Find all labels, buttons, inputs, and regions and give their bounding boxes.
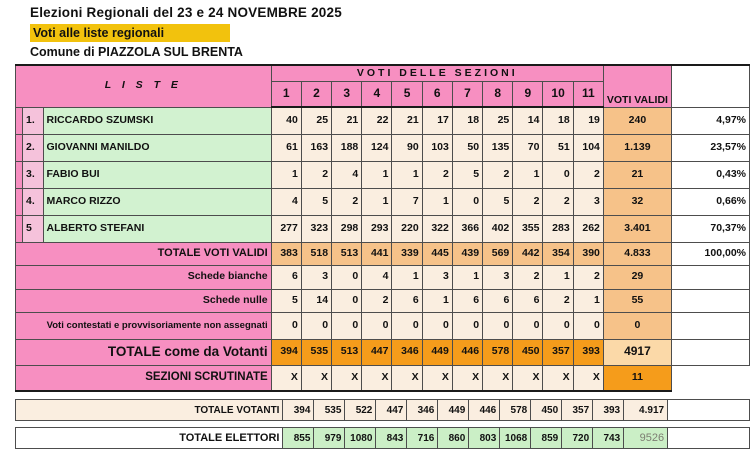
vote-cell: 442 [513,242,543,265]
vote-cell: 1 [543,265,573,289]
vote-cell: 6 [392,289,422,312]
list-row [16,215,750,242]
vote-cell: 393 [573,339,603,365]
vote-cell: 446 [452,339,482,365]
vote-cell: 569 [483,242,513,265]
vote-cell: 2 [543,188,573,215]
vote-cell: 535 [314,400,345,421]
row-label: TOTALE VOTI VALIDI [16,242,272,265]
vote-cell: 18 [543,107,573,134]
vote-cell: 5 [483,188,513,215]
vote-cell: 402 [483,215,513,242]
row-label: SEZIONI SCRUTINATE [16,365,272,391]
candidate-name: GIOVANNI MANILDO [43,134,271,161]
row-label: Schede nulle [16,289,272,312]
vote-cell: 1 [271,161,301,188]
candidate-name: RICCARDO SZUMSKI [43,107,271,134]
voti-validi-total: 3.401 [603,215,671,242]
vote-cell: X [392,365,422,391]
vote-cell: 513 [332,339,362,365]
vote-cell: 0 [332,265,362,289]
percent-column-spacer [668,400,750,421]
vote-cell: 6 [271,265,301,289]
vote-cell: 61 [271,134,301,161]
vote-cell: 447 [362,339,392,365]
vote-cell: 0 [392,312,422,339]
vote-cell: 357 [562,400,593,421]
vote-cell: X [452,365,482,391]
list-row [16,107,750,134]
vote-cell: 518 [301,242,331,265]
percent-column-spacer [668,428,750,449]
commune-title: Comune di PIAZZOLA SUL BRENTA [30,45,243,59]
vote-cell: 283 [543,215,573,242]
vote-cell: 70 [513,134,543,161]
vote-cell: 720 [562,428,593,449]
vote-cell: 135 [483,134,513,161]
row-label: Schede bianche [16,265,272,289]
vote-cell: 0 [422,312,452,339]
vote-cell: 3 [573,188,603,215]
vote-cell: 0 [271,312,301,339]
totale-elettori-label: TOTALE ELETTORI [16,428,283,449]
vote-cell: 1 [362,161,392,188]
vote-cell: 2 [332,188,362,215]
list-row [16,161,750,188]
vote-cell: 1 [362,188,392,215]
vote-cell: 0 [543,312,573,339]
page-header [0,0,750,59]
vote-cell: 449 [422,339,452,365]
vote-cell: 163 [301,134,331,161]
vote-cell: 1 [422,188,452,215]
percent-value: 70,37% [671,215,749,242]
vote-cell: 2 [513,188,543,215]
vote-cell: 0 [543,161,573,188]
vote-cell: 323 [301,215,331,242]
vote-cell: 1 [513,161,543,188]
vote-cell: 4 [271,188,301,215]
vote-cell: X [573,365,603,391]
vote-cell: 19 [573,107,603,134]
vote-cell: 298 [332,215,362,242]
vote-cell: 1 [392,161,422,188]
vote-cell: 2 [483,161,513,188]
vote-cell: 979 [314,428,345,449]
percent-value: 0,43% [671,161,749,188]
vote-cell: 18 [452,107,482,134]
vote-cell: X [543,365,573,391]
section-column-header: 4 [362,82,392,108]
vote-cell: 394 [283,400,314,421]
vote-cell: 293 [362,215,392,242]
row-total: 55 [603,289,671,312]
vote-cell: 124 [362,134,392,161]
vote-cell: 522 [345,400,376,421]
vote-cell: X [332,365,362,391]
subtitle-highlight: Voti alle liste regionali [30,24,230,42]
vote-cell: X [271,365,301,391]
vote-cell: 2 [422,161,452,188]
vote-cell: 188 [332,134,362,161]
summary-row-schede-bianche [16,265,750,289]
summary-row-totale-voti-validi [16,242,750,265]
vote-cell: 25 [301,107,331,134]
vote-cell: 0 [573,312,603,339]
section-column-header: 5 [392,82,422,108]
vote-cell: 513 [332,242,362,265]
candidate-name: ALBERTO STEFANI [43,215,271,242]
vote-cell: 2 [301,161,331,188]
vote-cell: 439 [452,242,482,265]
vote-cell: 1 [392,265,422,289]
section-column-header: 1 [271,82,301,108]
vote-cell: 390 [573,242,603,265]
vote-cell: 0 [362,312,392,339]
vote-cell: X [483,365,513,391]
vote-cell: 449 [438,400,469,421]
vote-cell: 3 [301,265,331,289]
vote-cell: 0 [452,188,482,215]
vote-cell: 40 [271,107,301,134]
row-total: 4.833 [603,242,671,265]
vote-cell: 0 [513,312,543,339]
row-total: 0 [603,312,671,339]
percent-value [671,312,749,339]
vote-cell: 6 [452,289,482,312]
vote-cell: 450 [531,400,562,421]
section-column-header: 2 [301,82,331,108]
candidate-name: FABIO BUI [43,161,271,188]
list-number: 4. [23,188,44,215]
vote-cell: 446 [469,400,500,421]
voti-validi-total: 32 [603,188,671,215]
row-strip [16,134,23,161]
vote-cell: 1 [422,289,452,312]
vote-cell: X [362,365,392,391]
percent-value [671,339,749,365]
percent-value [671,265,749,289]
vote-cell: 14 [301,289,331,312]
section-column-header: 9 [513,82,543,108]
section-column-header: 7 [452,82,482,108]
summary-row-schede-nulle [16,289,750,312]
vote-cell: 1068 [500,428,531,449]
vote-cell: X [422,365,452,391]
list-number: 3. [23,161,44,188]
vote-cell: 3 [483,265,513,289]
vote-cell: 4 [332,161,362,188]
percent-value [671,289,749,312]
row-total: 9526 [624,428,668,449]
section-column-header: 6 [422,82,452,108]
vote-cell: 743 [593,428,624,449]
vote-cell: 7 [392,188,422,215]
vote-cell: 4 [362,265,392,289]
row-strip [16,215,23,242]
row-total: 4917 [603,339,671,365]
percent-column-spacer [671,65,749,107]
vote-cell: X [301,365,331,391]
vote-cell: 716 [407,428,438,449]
liste-header: L I S T E [16,65,272,107]
vote-cell: 6 [513,289,543,312]
vote-cell: 104 [573,134,603,161]
vote-cell: 0 [452,312,482,339]
voti-validi-total: 21 [603,161,671,188]
voti-validi-header: VOTI VALIDI [603,65,671,107]
row-total: 4.917 [624,400,668,421]
vote-cell: 855 [283,428,314,449]
vote-cell: 17 [422,107,452,134]
vote-cell: 860 [438,428,469,449]
vote-cell: 322 [422,215,452,242]
vote-cell: 2 [362,289,392,312]
sezioni-header: VOTI DELLE SEZIONI [271,65,603,82]
vote-cell: 346 [407,400,438,421]
vote-cell: 394 [271,339,301,365]
row-total: 11 [603,365,671,391]
totale-votanti-label: TOTALE VOTANTI [16,400,283,421]
candidate-name: MARCO RIZZO [43,188,271,215]
totale-votanti-table [15,399,750,421]
list-number: 5 [23,215,44,242]
vote-cell: 0 [332,289,362,312]
vote-cell: 393 [593,400,624,421]
row-total: 29 [603,265,671,289]
vote-cell: 3 [422,265,452,289]
vote-cell: 357 [543,339,573,365]
vote-cell: 103 [422,134,452,161]
voti-validi-total: 1.139 [603,134,671,161]
row-strip [16,161,23,188]
vote-cell: 1 [573,289,603,312]
vote-cell: 50 [452,134,482,161]
page-title: Elezioni Regionali del 23 e 24 NOVEMBRE 2025 [30,5,342,20]
row-strip [16,188,23,215]
vote-cell: 5 [271,289,301,312]
vote-cell: 339 [392,242,422,265]
vote-cell: 355 [513,215,543,242]
row-strip [16,107,23,134]
list-row [16,134,750,161]
vote-cell: 1 [452,265,482,289]
percent-value: 100,00% [671,242,749,265]
results-table [15,64,750,392]
percent-value: 4,97% [671,107,749,134]
vote-cell: 51 [543,134,573,161]
section-column-header: 10 [543,82,573,108]
vote-cell: 25 [483,107,513,134]
vote-cell: 447 [376,400,407,421]
vote-cell: 578 [483,339,513,365]
vote-cell: 346 [392,339,422,365]
vote-cell: 21 [392,107,422,134]
section-column-header: 11 [573,82,603,108]
vote-cell: 366 [452,215,482,242]
percent-value: 23,57% [671,134,749,161]
vote-cell: 441 [362,242,392,265]
vote-cell: 578 [500,400,531,421]
vote-cell: 277 [271,215,301,242]
vote-cell: X [513,365,543,391]
vote-cell: 1080 [345,428,376,449]
vote-cell: 2 [573,161,603,188]
section-column-header: 8 [483,82,513,108]
vote-cell: 6 [483,289,513,312]
list-number: 1. [23,107,44,134]
summary-row-voti-contestati [16,312,750,339]
percent-value [671,365,749,391]
row-label: TOTALE come da Votanti [16,339,272,365]
vote-cell: 843 [376,428,407,449]
summary-row-totale-votanti [16,339,750,365]
vote-cell: 354 [543,242,573,265]
vote-cell: 0 [483,312,513,339]
vote-cell: 90 [392,134,422,161]
row-label: Voti contestati e provvisoriamente non assegnati [16,312,272,339]
totale-elettori-table [15,427,750,449]
list-number: 2. [23,134,44,161]
vote-cell: 0 [332,312,362,339]
vote-cell: 14 [513,107,543,134]
vote-cell: 5 [452,161,482,188]
vote-cell: 2 [513,265,543,289]
voti-validi-total: 240 [603,107,671,134]
vote-cell: 450 [513,339,543,365]
vote-cell: 383 [271,242,301,265]
percent-value: 0,66% [671,188,749,215]
vote-cell: 21 [332,107,362,134]
vote-cell: 535 [301,339,331,365]
vote-cell: 5 [301,188,331,215]
list-row [16,188,750,215]
vote-cell: 2 [573,265,603,289]
vote-cell: 803 [469,428,500,449]
summary-row-sezioni-scrutinate [16,365,750,391]
vote-cell: 445 [422,242,452,265]
vote-cell: 0 [301,312,331,339]
vote-cell: 859 [531,428,562,449]
vote-cell: 220 [392,215,422,242]
vote-cell: 2 [543,289,573,312]
vote-cell: 262 [573,215,603,242]
section-column-header: 3 [332,82,362,108]
vote-cell: 22 [362,107,392,134]
